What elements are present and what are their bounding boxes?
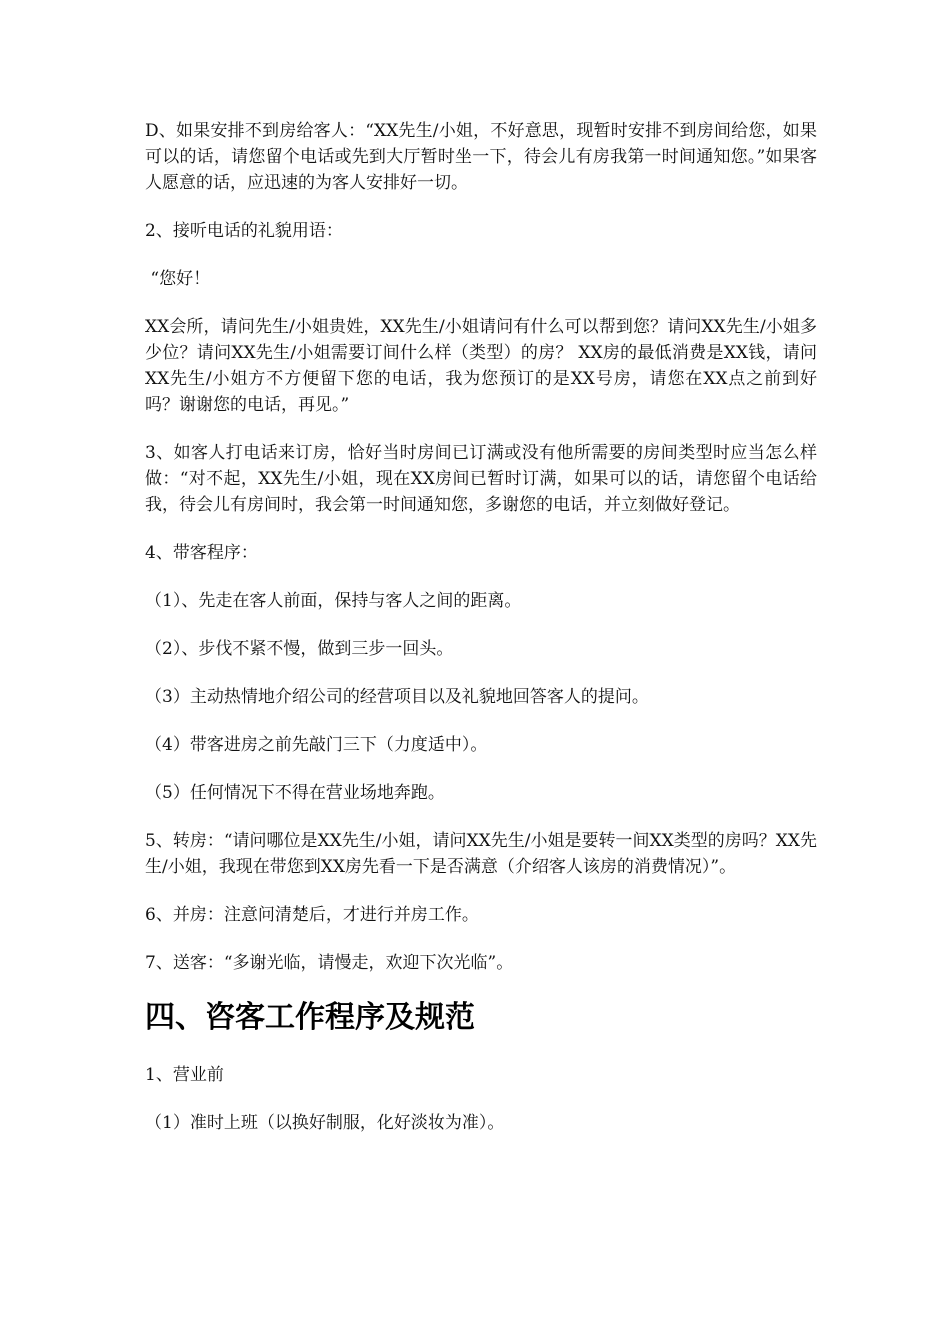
paragraph-phone-script: XX会所，请问先生/小姐贵姓，XX先生/小姐请问有什么可以帮到您？请问XX先生/小姐多少位？请问XX先生/小姐需要订间什么样（类型）的房？ XX房的最低消费是XX钱，请问XX先生/小姐方不方便留下您的电话，我为您预订的是XX号房，请您在XX点之前到好吗？谢谢您的电话，再见。” (145, 317, 817, 415)
paragraph-escort-step-4: （4）带客进房之前先敲门三下（力度适中）。 (145, 735, 488, 755)
paragraph-greeting: “您好！ (145, 269, 211, 289)
paragraph-no-room: D、如果安排不到房给客人：“XX先生/小姐，不好意思，现暂时安排不到房间给您，如果可以的话，请您留个电话或先到大厅暂时坐一下，待会儿有房我第一时间通知您。”如果客人愿意的话，应迅速的为客人安排好一切。 (145, 121, 817, 193)
paragraph-escort-step-1: （1）、先走在客人前面，保持与客人之间的距离。 (145, 591, 522, 611)
section-heading: 四、咨客工作程序及规范 (145, 1000, 475, 1035)
paragraph-room-transfer: 5、转房：“请问哪位是XX先生/小姐，请问XX先生/小姐是要转一间XX类型的房吗？XX先生/小姐，我现在带您到XX房先看一下是否满意（介绍客人该房的消费情况）”。 (145, 831, 817, 877)
paragraph-on-time: （1）准时上班（以换好制服，化好淡妆为准）。 (145, 1113, 505, 1133)
paragraph-escort-step-5: （5）任何情况下不得在营业场地奔跑。 (145, 783, 445, 803)
paragraph-phone-etiquette-title: 2、接听电话的礼貌用语： (145, 221, 343, 241)
paragraph-escort-step-2: （2）、步伐不紧不慢，做到三步一回头。 (145, 639, 454, 659)
paragraph-before-business: 1、营业前 (145, 1065, 224, 1085)
paragraph-escort-title: 4、带客程序： (145, 543, 258, 563)
paragraph-fully-booked: 3、如客人打电话来订房，恰好当时房间已订满或没有他所需要的房间类型时应当怎么样做：“对不起，XX先生/小姐，现在XX房间已暂时订满，如果可以的话，请您留个电话给我，待会儿有房间时，我会第一时间通知您，多谢您的电话，并立刻做好登记。 (145, 443, 817, 515)
document-page (145, 118, 817, 1158)
paragraph-farewell: 7、送客：“多谢光临，请慢走，欢迎下次光临”。 (145, 953, 514, 973)
paragraph-escort-step-3: （3）主动热情地介绍公司的经营项目以及礼貌地回答客人的提问。 (145, 687, 649, 707)
paragraph-room-merge: 6、并房：注意问清楚后，才进行并房工作。 (145, 905, 479, 925)
